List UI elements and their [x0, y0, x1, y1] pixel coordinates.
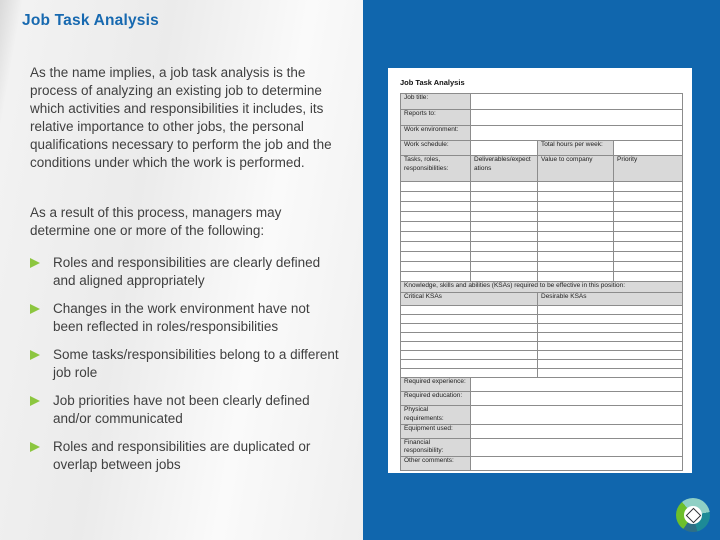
field-value-cell: [471, 110, 683, 126]
bullet-text: Some tasks/responsibilities belong to a different job role: [53, 347, 339, 380]
empty-cell: [538, 222, 614, 232]
empty-row: [401, 315, 683, 324]
empty-cell: [471, 212, 538, 222]
field-value-cell: [471, 438, 683, 457]
field-label: Work environment:: [401, 126, 471, 141]
empty-cell: [538, 342, 683, 351]
empty-cell: [614, 242, 683, 252]
column-header: Tasks, roles, responsibilities:: [401, 156, 471, 182]
empty-cell: [471, 242, 538, 252]
empty-cell: [471, 182, 538, 192]
empty-cell: [401, 252, 471, 262]
empty-cell: [401, 360, 538, 369]
form-row-bottom-field: [401, 438, 683, 457]
empty-cell: [401, 192, 471, 202]
bullet-item: [30, 438, 342, 474]
form-row-reports-to: [401, 110, 683, 126]
field-label: Physical requirements:: [401, 406, 471, 425]
bullet-triangle-icon: [30, 442, 40, 452]
form-row-bottom-field: [401, 406, 683, 425]
empty-cell: [538, 262, 614, 272]
empty-cell: [538, 252, 614, 262]
empty-row: [401, 351, 683, 360]
field-value-cell: [614, 141, 683, 156]
slide-title: Job Task Analysis: [22, 12, 159, 29]
column-header: Deliverables/expectations: [471, 156, 538, 182]
empty-cell: [401, 202, 471, 212]
bullet-triangle-icon: [30, 258, 40, 268]
field-label: Reports to:: [401, 110, 471, 126]
field-value-cell: [471, 424, 683, 438]
empty-cell: [538, 315, 683, 324]
task-table-header-row: [401, 156, 683, 182]
field-value-cell: [471, 141, 538, 156]
empty-cell: [471, 232, 538, 242]
field-value-cell: [471, 392, 683, 406]
image-panel: [363, 0, 720, 540]
empty-cell: [538, 202, 614, 212]
empty-row: [401, 369, 683, 378]
ksa-banner-row: [401, 282, 683, 293]
form-row-bottom-field: [401, 392, 683, 406]
empty-row: [401, 324, 683, 333]
empty-cell: [538, 333, 683, 342]
field-label: Required education:: [401, 392, 471, 406]
empty-cell: [614, 262, 683, 272]
empty-cell: [471, 262, 538, 272]
empty-row: [401, 242, 683, 252]
empty-row: [401, 306, 683, 315]
logo-center: [684, 506, 702, 524]
empty-cell: [401, 262, 471, 272]
empty-cell: [471, 272, 538, 282]
empty-cell: [614, 222, 683, 232]
empty-cell: [401, 369, 538, 378]
field-value-cell: [471, 126, 683, 141]
field-label: Equipment used:: [401, 424, 471, 438]
empty-cell: [401, 306, 538, 315]
empty-cell: [538, 272, 614, 282]
form-row-bottom-field: [401, 424, 683, 438]
empty-cell: [401, 351, 538, 360]
empty-cell: [614, 252, 683, 262]
form-row-work-environment: [401, 126, 683, 141]
form-row-work-schedule: [401, 141, 683, 156]
empty-cell: [401, 242, 471, 252]
empty-cell: [614, 212, 683, 222]
field-value-cell: [471, 406, 683, 425]
field-label: Work schedule:: [401, 141, 471, 156]
bullet-text: Roles and responsibilities are duplicated or overlap between jobs: [53, 439, 311, 472]
ksa-header-row: [401, 293, 683, 306]
empty-cell: [538, 192, 614, 202]
empty-cell: [614, 182, 683, 192]
bullet-text: Job priorities have not been clearly defined and/or communicated: [53, 393, 310, 426]
empty-cell: [538, 306, 683, 315]
empty-cell: [401, 222, 471, 232]
empty-cell: [538, 369, 683, 378]
field-label: Required experience:: [401, 378, 471, 392]
empty-cell: [401, 342, 538, 351]
empty-cell: [401, 212, 471, 222]
empty-row: [401, 182, 683, 192]
empty-cell: [614, 202, 683, 212]
empty-cell: [614, 272, 683, 282]
empty-row: [401, 252, 683, 262]
column-header: Critical KSAs: [401, 293, 538, 306]
empty-row: [401, 272, 683, 282]
empty-row: [401, 212, 683, 222]
company-logo-icon: [676, 498, 710, 532]
empty-cell: [471, 222, 538, 232]
job-task-analysis-form: [388, 68, 692, 473]
bullet-text: Changes in the work environment have not been reflected in roles/responsibilities: [53, 301, 310, 334]
form-row-bottom-field: [401, 378, 683, 392]
empty-cell: [471, 192, 538, 202]
intro-paragraph: As the name implies, a job task analysis is the process of analyzing an existing job to determine which activities and responsibilities it includes, its relative importance to other jobs, the personal qualifications necessary to perform the job and the conditions under which the work is performed.: [30, 65, 332, 170]
empty-cell: [401, 333, 538, 342]
empty-cell: [538, 212, 614, 222]
logo-diamond: [685, 507, 701, 523]
bullet-triangle-icon: [30, 304, 40, 314]
column-header: Priority: [614, 156, 683, 182]
field-value-cell: [471, 378, 683, 392]
empty-row: [401, 202, 683, 212]
bullet-item: [30, 254, 342, 290]
empty-row: [401, 232, 683, 242]
bullet-triangle-icon: [30, 350, 40, 360]
empty-cell: [401, 324, 538, 333]
field-value-cell: [471, 94, 683, 110]
field-label: Financial responsibility:: [401, 438, 471, 457]
form-table: [400, 93, 683, 471]
field-label: Other comments:: [401, 457, 471, 471]
form-title: Job Task Analysis: [400, 78, 465, 87]
bullet-text: Roles and responsibilities are clearly defined and aligned appropriately: [53, 255, 321, 288]
empty-row: [401, 192, 683, 202]
bullet-list: [30, 254, 342, 484]
empty-cell: [471, 252, 538, 262]
field-label: Job title:: [401, 94, 471, 110]
empty-row: [401, 262, 683, 272]
empty-row: [401, 333, 683, 342]
empty-cell: [401, 272, 471, 282]
column-header: Desirable KSAs: [538, 293, 683, 306]
form-row-job-title: [401, 94, 683, 110]
empty-cell: [471, 202, 538, 212]
empty-cell: [401, 232, 471, 242]
bullet-item: [30, 346, 342, 382]
bullet-triangle-icon: [30, 396, 40, 406]
empty-cell: [538, 242, 614, 252]
lead-in-paragraph: As a result of this process, managers may determine one or more of the following:: [30, 205, 282, 238]
empty-cell: [538, 182, 614, 192]
empty-row: [401, 342, 683, 351]
empty-cell: [538, 360, 683, 369]
column-header: Value to company: [538, 156, 614, 182]
empty-cell: [401, 315, 538, 324]
field-label: Total hours per week:: [538, 141, 614, 156]
empty-cell: [614, 232, 683, 242]
empty-row: [401, 222, 683, 232]
bullet-item: [30, 392, 342, 428]
empty-cell: [401, 182, 471, 192]
empty-cell: [614, 192, 683, 202]
empty-cell: [538, 351, 683, 360]
ksa-banner: Knowledge, skills and abilities (KSAs) required to be effective in this position:: [401, 282, 683, 293]
empty-cell: [538, 324, 683, 333]
form-row-bottom-field: [401, 457, 683, 471]
field-value-cell: [471, 457, 683, 471]
empty-cell: [538, 232, 614, 242]
bullet-item: [30, 300, 342, 336]
empty-row: [401, 360, 683, 369]
